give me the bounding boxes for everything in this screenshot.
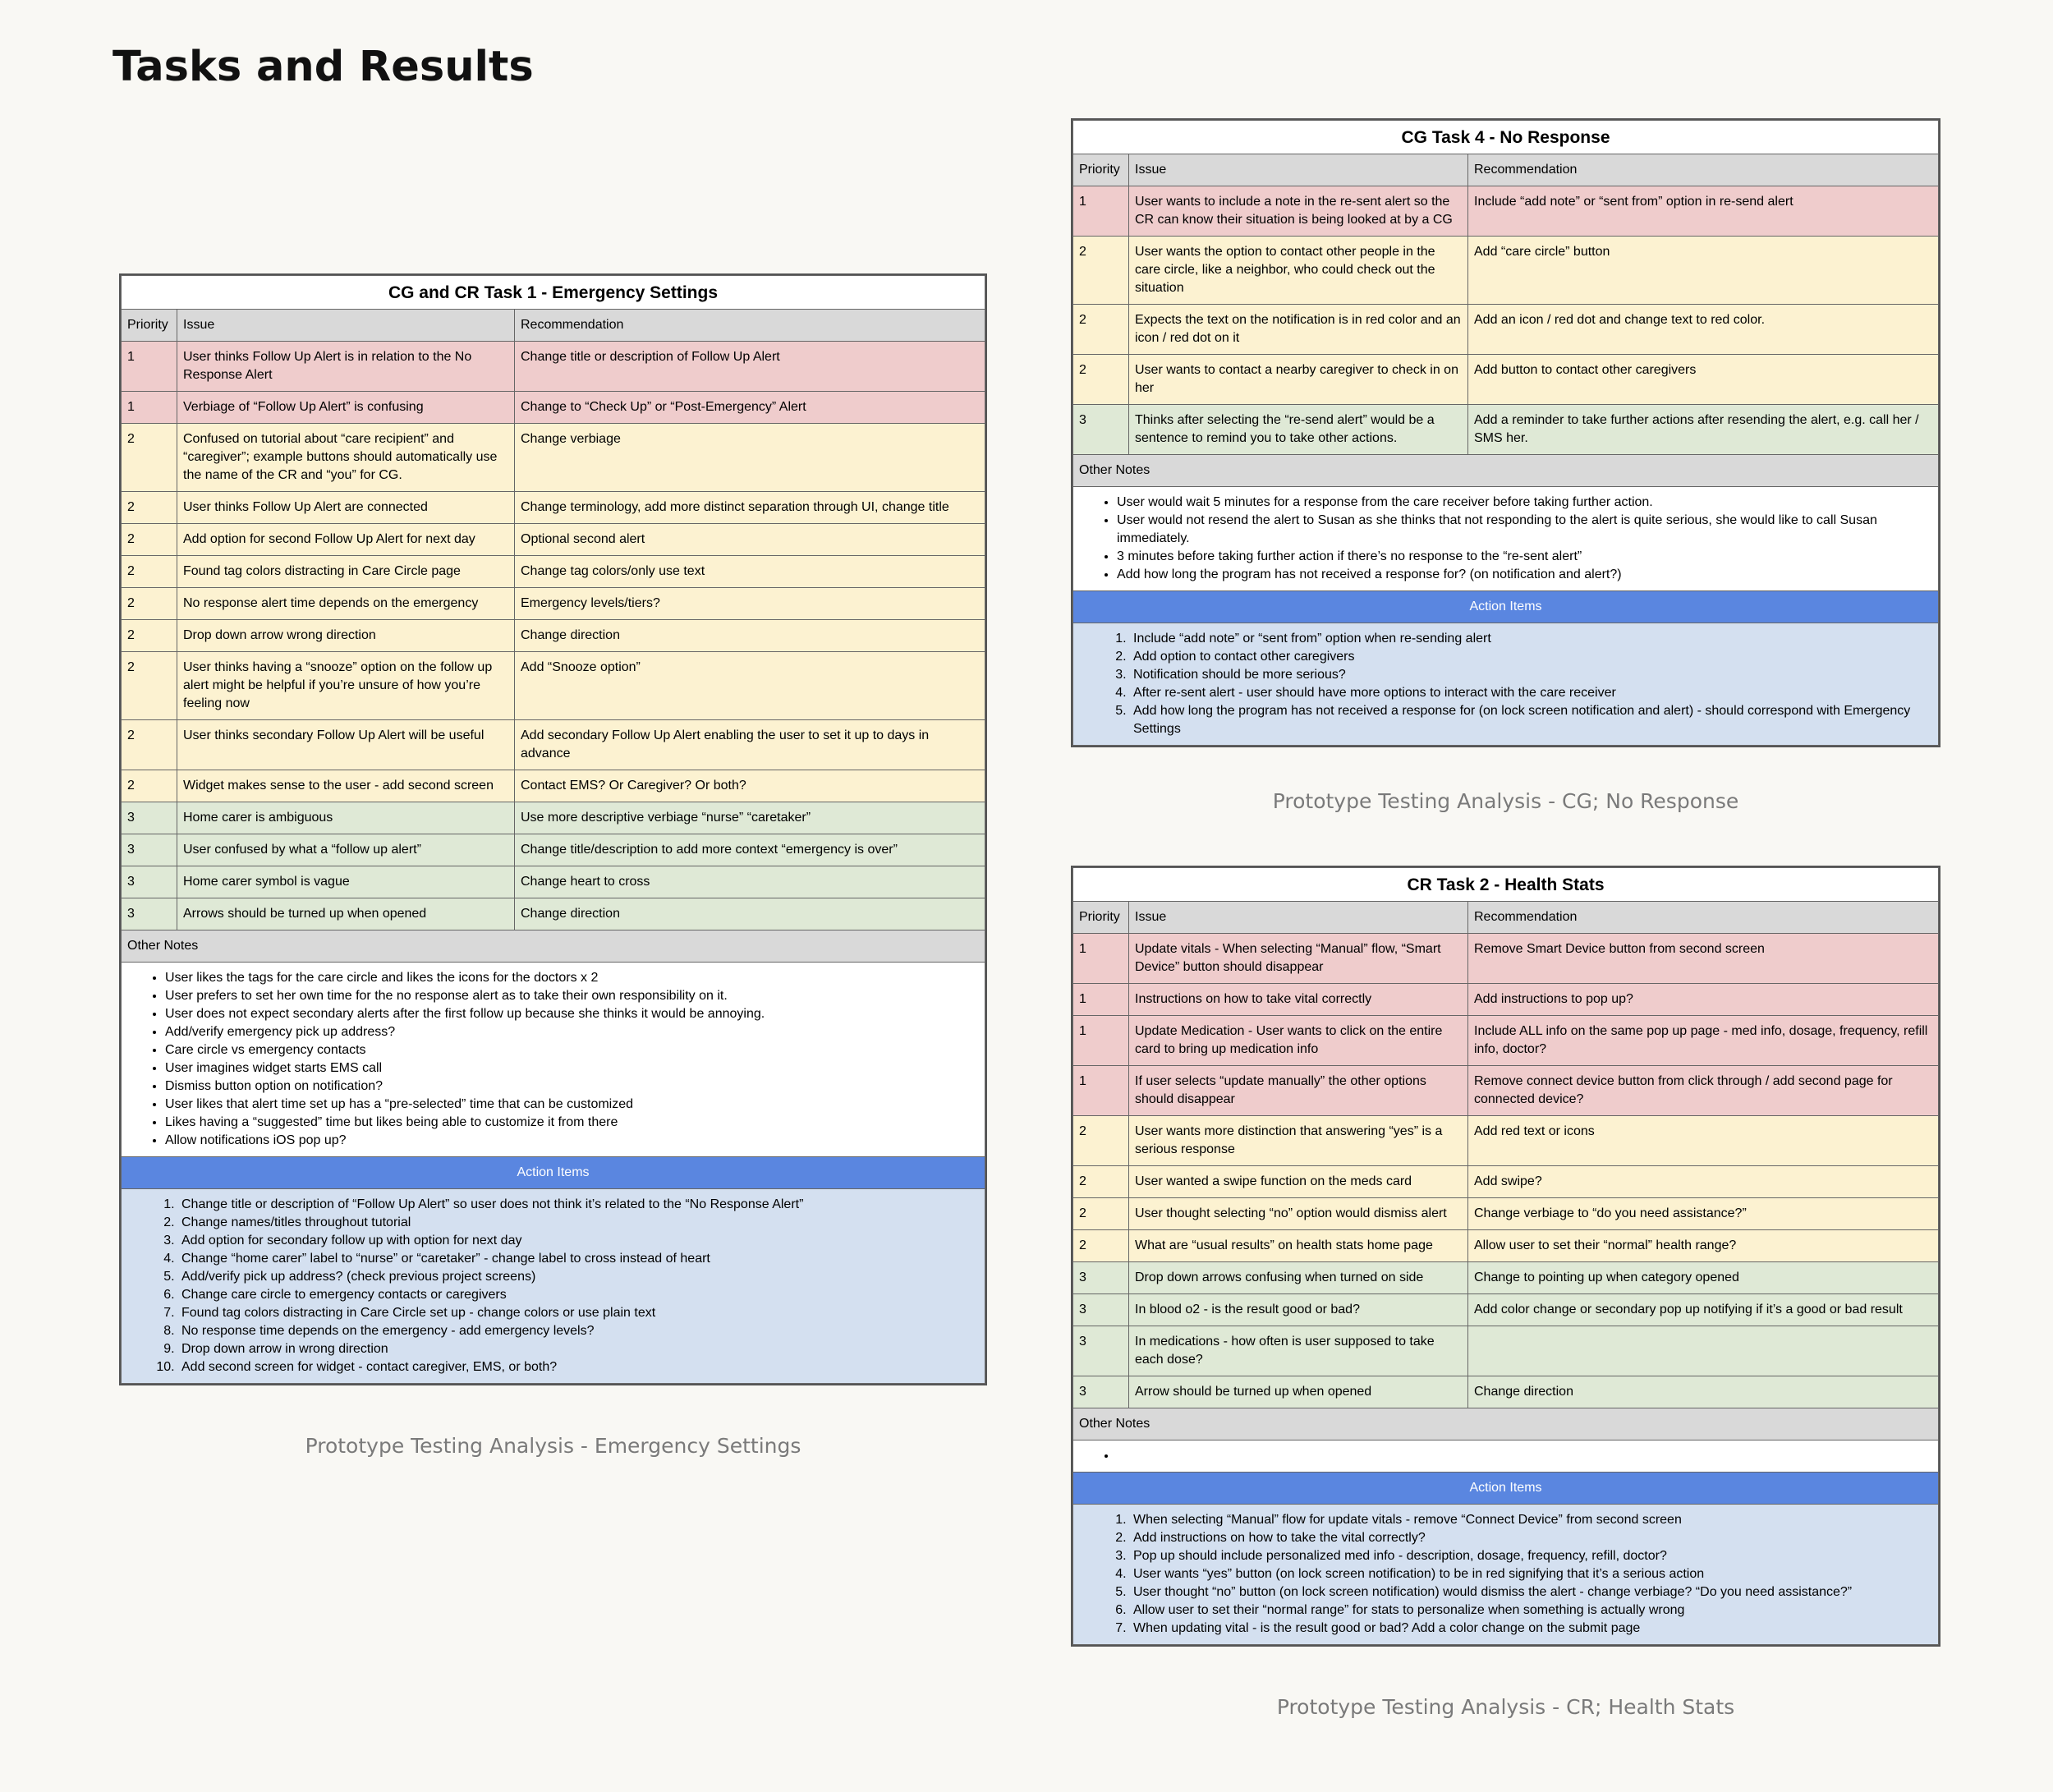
issue-cell: Verbiage of “Follow Up Alert” is confusing	[177, 392, 515, 424]
recommendation-cell: Remove connect device button from click through / add second page for connected device?	[1468, 1066, 1939, 1116]
recommendation-cell: Include ALL info on the same pop up page - med info, dosage, frequency, refill info, doctor?	[1468, 1016, 1939, 1066]
note-item	[1117, 1447, 1932, 1465]
action-items-cell	[122, 1189, 985, 1384]
recommendation-cell: Change heart to cross	[515, 866, 985, 898]
table-row	[122, 424, 985, 492]
recommendation-cell	[1468, 1326, 1939, 1376]
priority-cell: 2	[1073, 1230, 1129, 1262]
priority-cell: 3	[1073, 405, 1129, 455]
action-item: 9. Drop down arrow in wrong direction	[178, 1340, 979, 1358]
action-items-list	[127, 1196, 979, 1376]
recommendation-cell: Remove Smart Device button from second screen	[1468, 934, 1939, 984]
table-row	[1073, 1230, 1939, 1262]
action-items-list	[1079, 630, 1932, 738]
recommendation-cell: Contact EMS? Or Caregiver? Or both?	[515, 770, 985, 802]
recommendation-cell: Add “Snooze option”	[515, 652, 985, 720]
priority-cell: 1	[1073, 186, 1129, 237]
action-item: 2. Change names/titles throughout tutorial	[178, 1214, 979, 1232]
action-item: 5. User thought “no” button (on lock screen notification) would dismiss the alert - change verbiage? “Do you need assistance?”	[1130, 1583, 1932, 1601]
priority-cell: 3	[1073, 1262, 1129, 1294]
other-notes-row	[1073, 487, 1939, 591]
recommendation-cell: Add red text or icons	[1468, 1116, 1939, 1166]
action-items-label: Action Items	[122, 1157, 985, 1189]
action-items-label: Action Items	[1073, 1473, 1939, 1505]
issue-cell: Widget makes sense to the user - add second screen	[177, 770, 515, 802]
table-row	[1073, 1326, 1939, 1376]
priority-cell: 2	[1073, 1116, 1129, 1166]
other-notes-cell	[122, 963, 985, 1157]
recommendation-cell: Change verbiage to “do you need assistance?”	[1468, 1198, 1939, 1230]
priority-cell: 3	[1073, 1294, 1129, 1326]
health-stats-table	[1072, 867, 1939, 1645]
table-header-row	[122, 310, 985, 342]
table-row	[122, 392, 985, 424]
recommendation-cell: Add color change or secondary pop up notifying if it’s a good or bad result	[1468, 1294, 1939, 1326]
table-row	[1073, 1116, 1939, 1166]
no-response-document	[1071, 118, 1940, 747]
action-item: 4. Change “home carer” label to “nurse” or “caretaker” - change label to cross instead of heart	[178, 1250, 979, 1268]
table-title-row	[1073, 868, 1939, 902]
issue-cell: User thought selecting “no” option would dismiss alert	[1129, 1198, 1468, 1230]
recommendation-cell: Add “care circle” button	[1468, 237, 1939, 305]
action-item: 1. When selecting “Manual” flow for update vitals - remove “Connect Device” from second screen	[1130, 1511, 1932, 1529]
recommendation-cell: Change direction	[515, 898, 985, 930]
recommendation-cell: Add swipe?	[1468, 1166, 1939, 1198]
recommendation-cell: Optional second alert	[515, 524, 985, 556]
action-item: 4. User wants “yes” button (on lock screen notification) to be in red signifying that it’s a serious action	[1130, 1565, 1932, 1583]
table-row	[122, 556, 985, 588]
action-items-row	[1073, 1505, 1939, 1645]
other-notes-list	[127, 969, 979, 1150]
recommendation-cell: Add secondary Follow Up Alert enabling the user to set it up to days in advance	[515, 720, 985, 770]
table-row	[122, 834, 985, 866]
recommendation-cell: Add instructions to pop up?	[1468, 984, 1939, 1016]
note-item: • Dismiss button option on notification?	[165, 1077, 979, 1096]
action-item: 1. Include “add note” or “sent from” option when re-sending alert	[1130, 630, 1932, 648]
priority-cell: 2	[122, 492, 177, 524]
issue-cell: User wants to include a note in the re-sent alert so the CR can know their situation is being looked at by a CG	[1129, 186, 1468, 237]
priority-cell: 3	[122, 834, 177, 866]
recommendation-cell: Change title/description to add more context “emergency is over”	[515, 834, 985, 866]
note-item: • User likes that alert time set up has a “pre-selected” time that can be customized	[165, 1096, 979, 1114]
issue-cell: User wants the option to contact other people in the care circle, like a neighbor, who could check out the situation	[1129, 237, 1468, 305]
issue-cell: Update Medication - User wants to click on the entire card to bring up medication info	[1129, 1016, 1468, 1066]
action-item: 4. After re-sent alert - user should have more options to interact with the care receiver	[1130, 684, 1932, 702]
table-row	[1073, 405, 1939, 455]
other-notes-header-row	[122, 930, 985, 963]
other-notes-list	[1079, 494, 1932, 584]
other-notes-cell	[1073, 1440, 1939, 1473]
priority-cell: 3	[122, 802, 177, 834]
recommendation-cell: Change to pointing up when category opened	[1468, 1262, 1939, 1294]
table-header-row	[1073, 902, 1939, 934]
note-item: • Allow notifications iOS pop up?	[165, 1132, 979, 1150]
action-item: 3. Notification should be more serious?	[1130, 666, 1932, 684]
recommendation-cell: Change to “Check Up” or “Post-Emergency” Alert	[515, 392, 985, 424]
priority-cell: 3	[1073, 1326, 1129, 1376]
table-row	[122, 524, 985, 556]
issue-cell: User wanted a swipe function on the meds card	[1129, 1166, 1468, 1198]
issue-cell: Confused on tutorial about “care recipient” and “caregiver”; example buttons should automatically use the name of the CR and “you” for CG.	[177, 424, 515, 492]
note-item: • User prefers to set her own time for the no response alert as to take their own responsibility on it.	[165, 987, 979, 1005]
priority-header: Priority	[1073, 902, 1129, 934]
table-row	[1073, 237, 1939, 305]
table-row	[1073, 934, 1939, 984]
issue-cell: Expects the text on the notification is in red color and an icon / red dot on it	[1129, 305, 1468, 355]
action-item: 3. Add option for secondary follow up with option for next day	[178, 1232, 979, 1250]
note-item: • Care circle vs emergency contacts	[165, 1041, 979, 1059]
recommendation-cell: Allow user to set their “normal” health range?	[1468, 1230, 1939, 1262]
action-item: 10. Add second screen for widget - contact caregiver, EMS, or both?	[178, 1358, 979, 1376]
table-row	[1073, 1166, 1939, 1198]
action-item: 7. Found tag colors distracting in Care Circle set up - change colors or use plain text	[178, 1304, 979, 1322]
action-item: 5. Add/verify pick up address? (check previous project screens)	[178, 1268, 979, 1286]
issue-cell: If user selects “update manually” the other options should disappear	[1129, 1066, 1468, 1116]
table-row	[122, 770, 985, 802]
priority-cell: 2	[122, 770, 177, 802]
priority-cell: 2	[1073, 237, 1129, 305]
priority-cell: 2	[1073, 305, 1129, 355]
recommendation-cell: Include “add note” or “sent from” option in re-send alert	[1468, 186, 1939, 237]
action-items-header-row	[1073, 1473, 1939, 1505]
emergency-settings-table	[121, 275, 985, 1384]
issue-cell: User wants more distinction that answering “yes” is a serious response	[1129, 1116, 1468, 1166]
issue-cell: In medications - how often is user supposed to take each dose?	[1129, 1326, 1468, 1376]
priority-cell: 2	[122, 524, 177, 556]
action-items-list	[1079, 1511, 1932, 1638]
issue-cell: Arrows should be turned up when opened	[177, 898, 515, 930]
recommendation-header: Recommendation	[1468, 154, 1939, 186]
action-items-cell	[1073, 623, 1939, 746]
table-title-row	[122, 276, 985, 310]
recommendation-cell: Change title or description of Follow Up Alert	[515, 342, 985, 392]
issue-cell: No response alert time depends on the emergency	[177, 588, 515, 620]
action-items-row	[122, 1189, 985, 1384]
note-item: • Add how long the program has not received a response for? (on notification and alert?)	[1117, 566, 1932, 584]
issue-cell: Drop down arrow wrong direction	[177, 620, 515, 652]
table-row	[122, 652, 985, 720]
priority-cell: 2	[1073, 1198, 1129, 1230]
note-item: • User imagines widget starts EMS call	[165, 1059, 979, 1077]
issue-cell: User thinks secondary Follow Up Alert will be useful	[177, 720, 515, 770]
priority-cell: 1	[1073, 1016, 1129, 1066]
no-response-caption: Prototype Testing Analysis - CG; No Response	[1272, 789, 1739, 813]
priority-cell: 1	[122, 392, 177, 424]
action-items-header-row	[122, 1157, 985, 1189]
other-notes-cell	[1073, 487, 1939, 591]
other-notes-row	[122, 963, 985, 1157]
table-row	[1073, 984, 1939, 1016]
table-title: CG and CR Task 1 - Emergency Settings	[122, 276, 985, 310]
table-row	[1073, 1016, 1939, 1066]
table-row	[1073, 186, 1939, 237]
action-items-row	[1073, 623, 1939, 746]
action-items-label: Action Items	[1073, 591, 1939, 623]
issue-cell: Thinks after selecting the “re-send alert” would be a sentence to remind you to take other actions.	[1129, 405, 1468, 455]
note-item: • 3 minutes before taking further action if there’s no response to the “re-sent alert”	[1117, 548, 1932, 566]
table-row	[1073, 1066, 1939, 1116]
note-item: • User would not resend the alert to Susan as she thinks that not responding to the alert is quite serious, she would like to call Susan immediately.	[1117, 512, 1932, 548]
recommendation-cell: Add a reminder to take further actions after resending the alert, e.g. call her / SMS her.	[1468, 405, 1939, 455]
issue-header: Issue	[1129, 154, 1468, 186]
issue-cell: Home carer is ambiguous	[177, 802, 515, 834]
recommendation-cell: Add button to contact other caregivers	[1468, 355, 1939, 405]
action-item: 2. Add option to contact other caregivers	[1130, 648, 1932, 666]
table-title-row	[1073, 121, 1939, 154]
issue-cell: What are “usual results” on health stats home page	[1129, 1230, 1468, 1262]
table-row	[122, 866, 985, 898]
issue-cell: In blood o2 - is the result good or bad?	[1129, 1294, 1468, 1326]
other-notes-label: Other Notes	[1073, 455, 1939, 487]
other-notes-label: Other Notes	[1073, 1408, 1939, 1440]
priority-header: Priority	[1073, 154, 1129, 186]
other-notes-row	[1073, 1440, 1939, 1473]
table-row	[122, 802, 985, 834]
emergency-settings-document	[119, 273, 987, 1385]
recommendation-cell: Emergency levels/tiers?	[515, 588, 985, 620]
page-title: Tasks and Results	[113, 43, 534, 91]
issue-cell: Instructions on how to take vital correctly	[1129, 984, 1468, 1016]
health-stats-document	[1071, 866, 1940, 1647]
issue-cell: Update vitals - When selecting “Manual” flow, “Smart Device” button should disappear	[1129, 934, 1468, 984]
action-items-header-row	[1073, 591, 1939, 623]
health-stats-caption: Prototype Testing Analysis - CR; Health Stats	[1276, 1695, 1735, 1719]
recommendation-header: Recommendation	[515, 310, 985, 342]
table-header-row	[1073, 154, 1939, 186]
recommendation-cell: Change terminology, add more distinct separation through UI, change title	[515, 492, 985, 524]
recommendation-cell: Change tag colors/only use text	[515, 556, 985, 588]
issue-cell: User confused by what a “follow up alert”	[177, 834, 515, 866]
recommendation-header: Recommendation	[1468, 902, 1939, 934]
action-item: 6. Change care circle to emergency contacts or caregivers	[178, 1286, 979, 1304]
action-items-cell	[1073, 1505, 1939, 1645]
priority-cell: 1	[122, 342, 177, 392]
emergency-settings-caption: Prototype Testing Analysis - Emergency Settings	[305, 1434, 801, 1458]
note-item: • User likes the tags for the care circle and likes the icons for the doctors x 2	[165, 969, 979, 987]
recommendation-cell: Use more descriptive verbiage “nurse” “caretaker”	[515, 802, 985, 834]
issue-cell: Add option for second Follow Up Alert for next day	[177, 524, 515, 556]
priority-cell: 3	[1073, 1376, 1129, 1408]
action-item: 8. No response time depends on the emergency - add emergency levels?	[178, 1322, 979, 1340]
priority-cell: 3	[122, 866, 177, 898]
note-item: • Likes having a “suggested” time but likes being able to customize it from there	[165, 1114, 979, 1132]
note-item: • User does not expect secondary alerts after the first follow up because she thinks it would be annoying.	[165, 1005, 979, 1023]
table-row	[122, 620, 985, 652]
recommendation-cell: Change direction	[1468, 1376, 1939, 1408]
issue-cell: Drop down arrows confusing when turned on side	[1129, 1262, 1468, 1294]
action-item: 5. Add how long the program has not received a response for (on lock screen notification and alert) - should correspond with Emergency Settings	[1130, 702, 1932, 738]
note-item: • User would wait 5 minutes for a response from the care receiver before taking further action.	[1117, 494, 1932, 512]
table-row	[122, 342, 985, 392]
table-row	[1073, 1262, 1939, 1294]
priority-cell: 2	[122, 620, 177, 652]
priority-cell: 1	[1073, 1066, 1129, 1116]
issue-header: Issue	[177, 310, 515, 342]
action-item: 6. Allow user to set their “normal range” for stats to personalize when something is actually wrong	[1130, 1601, 1932, 1620]
action-item: 2. Add instructions on how to take the vital correctly?	[1130, 1529, 1932, 1547]
priority-cell: 2	[1073, 1166, 1129, 1198]
table-row	[1073, 1294, 1939, 1326]
issue-cell: Home carer symbol is vague	[177, 866, 515, 898]
table-row	[1073, 1376, 1939, 1408]
issue-cell: Arrow should be turned up when opened	[1129, 1376, 1468, 1408]
other-notes-header-row	[1073, 455, 1939, 487]
issue-header: Issue	[1129, 902, 1468, 934]
table-row	[1073, 305, 1939, 355]
recommendation-cell: Change verbiage	[515, 424, 985, 492]
issue-cell: User wants to contact a nearby caregiver to check in on her	[1129, 355, 1468, 405]
table-row	[122, 588, 985, 620]
table-row	[1073, 1198, 1939, 1230]
priority-header: Priority	[122, 310, 177, 342]
priority-cell: 2	[122, 556, 177, 588]
priority-cell: 3	[122, 898, 177, 930]
note-item: • Add/verify emergency pick up address?	[165, 1023, 979, 1041]
priority-cell: 1	[1073, 934, 1129, 984]
priority-cell: 2	[122, 720, 177, 770]
priority-cell: 2	[122, 652, 177, 720]
table-row	[1073, 355, 1939, 405]
action-item: 3. Pop up should include personalized med info - description, dosage, frequency, refill, doctor?	[1130, 1547, 1932, 1565]
action-item: 1. Change title or description of “Follow Up Alert” so user does not think it’s related to the “No Response Alert”	[178, 1196, 979, 1214]
table-title: CR Task 2 - Health Stats	[1073, 868, 1939, 902]
issue-cell: User thinks Follow Up Alert is in relation to the No Response Alert	[177, 342, 515, 392]
other-notes-list	[1079, 1447, 1932, 1465]
priority-cell: 1	[1073, 984, 1129, 1016]
table-row	[122, 720, 985, 770]
table-row	[122, 898, 985, 930]
recommendation-cell: Change direction	[515, 620, 985, 652]
other-notes-header-row	[1073, 1408, 1939, 1440]
recommendation-cell: Add an icon / red dot and change text to red color.	[1468, 305, 1939, 355]
table-row	[122, 492, 985, 524]
issue-cell: User thinks Follow Up Alert are connected	[177, 492, 515, 524]
priority-cell: 2	[122, 424, 177, 492]
action-item: 7. When updating vital - is the result good or bad? Add a color change on the submit page	[1130, 1620, 1932, 1638]
priority-cell: 2	[1073, 355, 1129, 405]
no-response-table	[1072, 120, 1939, 746]
issue-cell: Found tag colors distracting in Care Circle page	[177, 556, 515, 588]
issue-cell: User thinks having a “snooze” option on the follow up alert might be helpful if you’re unsure of how you’re feeling now	[177, 652, 515, 720]
table-title: CG Task 4 - No Response	[1073, 121, 1939, 154]
priority-cell: 2	[122, 588, 177, 620]
other-notes-label: Other Notes	[122, 930, 985, 963]
